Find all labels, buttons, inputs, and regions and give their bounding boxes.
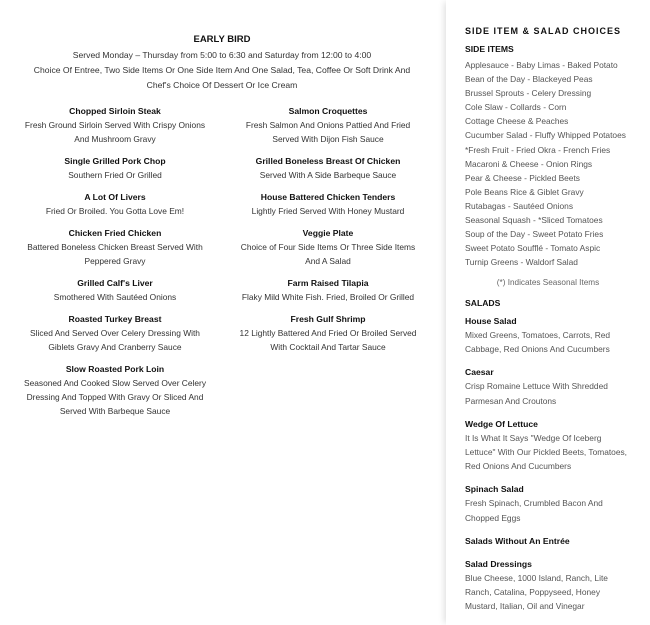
menu-item	[10, 226, 220, 268]
menu-item-desc: Served With A Side Barbeque Sauce	[259, 170, 397, 180]
menu-item	[223, 190, 433, 218]
early-bird-title: EARLY BIRD	[193, 34, 251, 45]
menu-item-name: Grilled Calf's Liver	[77, 278, 153, 288]
salad-item	[465, 417, 643, 474]
side-panel-title: SIDE ITEM & SALAD CHOICES	[465, 26, 622, 36]
menu-item	[10, 312, 220, 354]
salad-name: House Salad	[465, 316, 517, 326]
menu-item-name: Single Grilled Pork Chop	[64, 156, 166, 166]
menu-item-desc: With Cocktail And Tartar Sauce	[270, 342, 386, 352]
menu-item-desc: Peppered Gravy	[84, 256, 146, 266]
salad-desc: Parmesan And Croutons	[465, 395, 557, 406]
side-item-line: Macaroni & Cheese - Onion Rings	[465, 158, 593, 169]
menu-item	[223, 276, 433, 304]
salad-name: Wedge Of Lettuce	[465, 418, 538, 429]
menu-item	[223, 154, 433, 182]
menu-item	[10, 154, 220, 182]
salad-desc: Cabbage, Red Onions And Cucumbers	[465, 344, 610, 355]
side-item-line: Cole Slaw - Collards - Corn	[465, 102, 567, 113]
side-item-line: Turnip Greens - Waldorf Salad	[465, 257, 578, 268]
menu-item	[10, 190, 220, 218]
salad-desc: Mixed Greens, Tomatoes, Carrots, Red	[465, 330, 611, 340]
salad-desc: Lettuce" With Our Pickled Beets, Tomatoes,	[465, 447, 628, 458]
menu-item-desc: Dressing And Topped With Gravy Or Sliced And	[26, 392, 204, 402]
salads-heading: SALADS	[465, 298, 501, 308]
side-item-line: Applesauce - Baby Limas - Baked Potato	[465, 60, 618, 70]
menu-item	[223, 104, 433, 146]
salad-item	[465, 557, 643, 614]
side-item-line: *Fresh Fruit - Fried Okra - French Fries	[465, 144, 611, 155]
salad-item	[465, 534, 643, 548]
menu-item-name: Farm Raised Tilapia	[287, 278, 369, 288]
menu-item-name: Roasted Turkey Breast	[68, 314, 162, 324]
early-bird-details-cont: Chef's Choice Of Dessert Or Ice Cream	[146, 80, 298, 90]
side-item-line: Cucumber Salad - Fluffy Whipped Potatoes	[465, 130, 626, 141]
menu-item-desc: Served With Dijon Fish Sauce	[272, 134, 384, 144]
salad-desc: Mustard, Italian, Oil and Vinegar	[465, 601, 585, 612]
menu-item-name: A Lot Of Livers	[84, 192, 146, 202]
seasonal-note: (*) Indicates Seasonal Items	[496, 278, 600, 287]
salad-item	[465, 365, 643, 407]
menu-item-name: Chopped Sirloin Steak	[69, 106, 161, 116]
salad-item	[465, 482, 643, 524]
salad-name: Salads Without An Entrée	[465, 535, 570, 546]
menu-item-desc: Fried Or Broiled. You Gotta Love Em!	[45, 206, 185, 216]
menu-item-name: Chicken Fried Chicken	[68, 228, 162, 238]
menu-item-desc: Seasoned And Cooked Slow Served Over Celery	[23, 378, 207, 388]
salad-desc: Fresh Spinach, Crumbled Bacon And	[465, 498, 603, 509]
side-item-line: Bean of the Day - Blackeyed Peas	[465, 74, 593, 85]
salad-item	[465, 314, 643, 356]
menu-item-desc: Giblets Gravy And Cranberry Sauce	[48, 342, 182, 352]
menu-item-desc: Smothered With Sautéed Onions	[53, 292, 177, 302]
menu-item-desc: Sliced And Served Over Celery Dressing With	[30, 328, 200, 338]
side-item-line: Rutabagas - Sautéed Onions	[465, 200, 574, 211]
salad-desc: Ranch, Catalina, Poppyseed, Honey	[465, 587, 601, 598]
menu-item-desc: Southern Fried Or Grilled	[68, 170, 162, 180]
menu-item	[223, 312, 433, 354]
menu-item-desc: And Mushroom Gravy	[74, 134, 156, 144]
salads-list	[465, 314, 643, 622]
side-item-line: Cottage Cheese & Peaches	[465, 116, 569, 127]
early-bird-hours: Served Monday – Thursday from 5:00 to 6:30 and Saturday from 12:00 to 4:00	[72, 50, 372, 60]
side-item-line: Pear & Cheese - Pickled Beets	[465, 172, 580, 183]
menu-item-name: Slow Roasted Pork Loin	[65, 364, 165, 374]
menu-item-desc: Fresh Salmon And Onions Pattied And Fried	[245, 120, 411, 130]
side-item-line: Brussel Sprouts - Celery Dressing	[465, 88, 592, 99]
side-items-heading: SIDE ITEMS	[465, 44, 514, 54]
side-item-line: Sweet Potato Soufflé - Tomato Aspic	[465, 243, 601, 254]
menu-item-desc: Flaky Mild White Fish. Fried, Broiled Or Grilled	[241, 292, 415, 302]
early-bird-details: Choice Of Entree, Two Side Items Or One Side Item And One Salad, Tea, Coffee Or Soft Drink And	[33, 65, 411, 75]
side-item-line: Seasonal Squash - *Sliced Tomatoes	[465, 215, 603, 226]
menu-item-desc: Lightly Fried Served With Honey Mustard	[251, 206, 405, 216]
menu-item-desc: Choice of Four Side Items Or Three Side Items	[240, 242, 416, 252]
salad-desc: Blue Cheese, 1000 Island, Ranch, Lite	[465, 572, 608, 583]
side-items-list	[465, 58, 626, 269]
salad-desc: Crisp Romaine Lettuce With Shredded	[465, 381, 608, 392]
salad-name: Spinach Salad	[465, 484, 524, 495]
menu-item-name: Fresh Gulf Shrimp	[290, 314, 366, 324]
side-item-line: Pole Beans Rice & Giblet Gravy	[465, 186, 584, 197]
salad-desc: Chopped Eggs	[465, 512, 521, 523]
salad-name: Salad Dressings	[465, 558, 532, 569]
menu-item	[223, 226, 433, 268]
menu-item-desc: Battered Boneless Chicken Breast Served With	[27, 242, 203, 252]
salad-desc: It Is What It Says "Wedge Of Iceberg	[465, 432, 602, 443]
menu-item-name: Veggie Plate	[302, 228, 354, 238]
menu-item	[10, 104, 220, 146]
entree-column-right	[223, 104, 433, 362]
menu-item-name: Grilled Boneless Breast Of Chicken	[255, 156, 401, 166]
menu-item-name: House Battered Chicken Tenders	[260, 192, 396, 202]
menu-item	[10, 276, 220, 304]
menu-item-name: Salmon Croquettes	[288, 106, 368, 116]
salad-name: Caesar	[465, 367, 494, 378]
menu-item-desc: 12 Lightly Battered And Fried Or Broiled Served	[239, 328, 417, 338]
entree-column-left	[10, 104, 220, 426]
menu-item-desc: Served With Barbeque Sauce	[59, 406, 171, 416]
menu-item-desc: And A Salad	[305, 256, 351, 266]
menu-item	[10, 362, 220, 418]
menu-item-desc: Fresh Ground Sirloin Served With Crispy Onions	[24, 120, 206, 130]
salad-desc: Red Onions And Cucumbers	[465, 461, 572, 472]
side-item-line: Soup of the Day - Sweet Potato Fries	[465, 229, 604, 240]
